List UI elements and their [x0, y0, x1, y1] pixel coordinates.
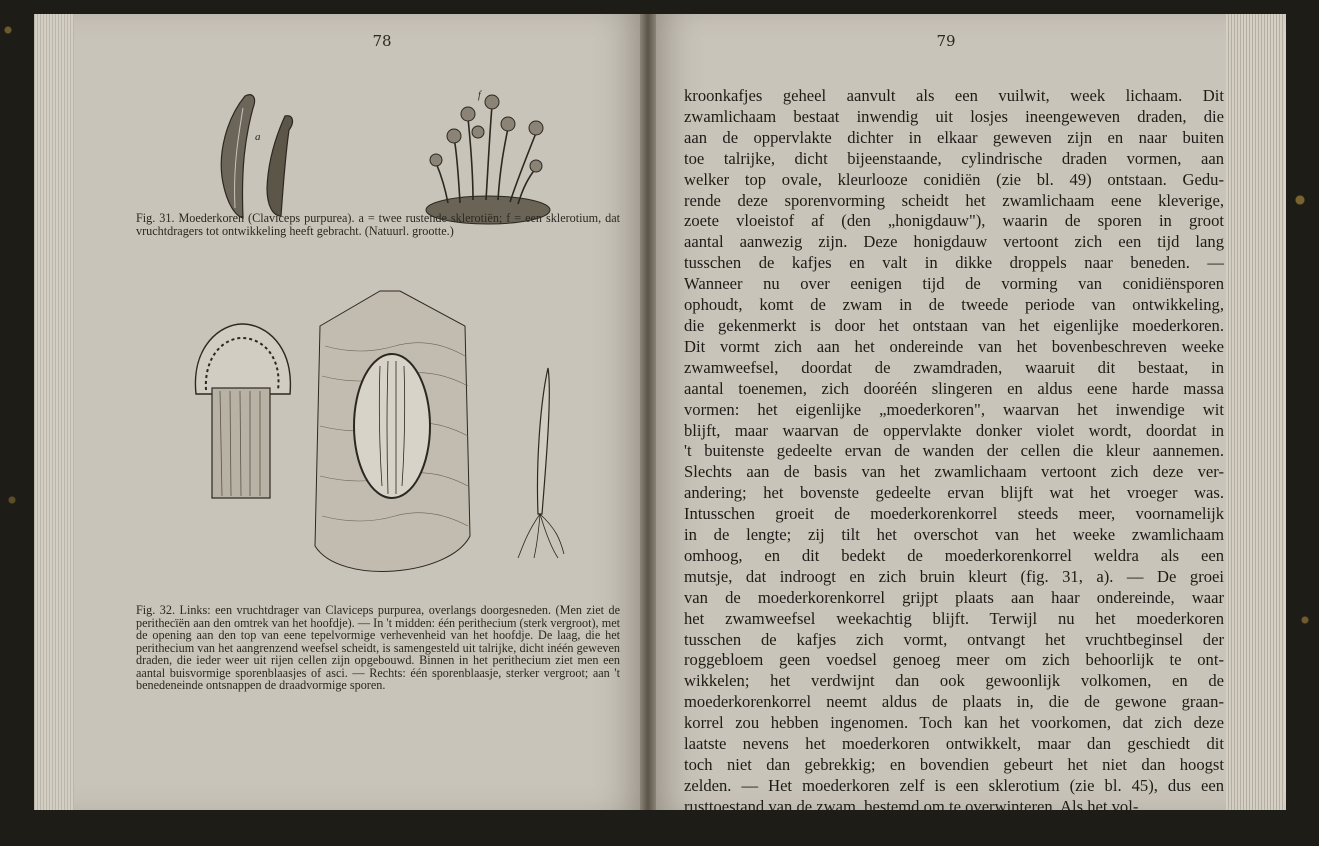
text-line: zoete vloeistof af (den „honigdauw"), waarin de sporen in groot: [684, 211, 1224, 231]
page-number-right: 79: [936, 32, 956, 50]
text-line: rende deze sporenvorming scheidt het zwamlichaam eene kleverige,: [684, 190, 1224, 210]
right-page-edges: [1226, 14, 1284, 810]
left-page-edges: [34, 14, 74, 810]
text-line: van de moederkorenkorrel grijpt plaats aan haar ondereinde, waar: [684, 587, 1224, 607]
figure-32-left-fruiting-head: [186, 316, 298, 506]
fig31-label-f: f: [478, 90, 481, 101]
text-line: Dit vormt zich aan het ondereinde van het bovenbeschreven weeke: [684, 336, 1224, 356]
text-line: korrel zou hebben ingenomen. Toch kan het voorkomen, dat zich deze: [684, 713, 1224, 733]
figure-32-right-ascus: [516, 364, 566, 560]
text-line: moederkorenkorrel neemt aldus de plaats in, die de gewone graan-: [684, 692, 1224, 712]
text-line: rusttoestand van de zwam, bestemd om te overwinteren. Als het vol-: [684, 796, 1139, 816]
text-line: in de lengte; zij tilt het overschot van het weeke zwamlichaam: [684, 525, 1224, 545]
figure-31-caption: Fig. 31. Moederkoren (Claviceps purpurea). a = twee rustende sklerotiën; f = een sklerotium, dat vruchtdragers tot ontwikkeling heeft gebracht. (Natuurl. grootte.): [136, 211, 620, 238]
text-line: toch niet dan gebrekkig; en bovendien gebeurt het niet dan hoogst: [684, 755, 1224, 774]
figure-31-fruiting-bodies: [418, 88, 558, 228]
text-line: zwamlichaam bestaat inwendig uit losjes ineengeweven draden, die: [684, 106, 1224, 126]
text-line: zwamweefsel, doordat de zwamdraden, waaruit dit bestaat, in: [684, 357, 1224, 377]
right-page-body-text: [684, 86, 1224, 818]
text-line: het zwamweefsel weekachtig blijft. Terwijl nu het moederkoren: [684, 608, 1224, 628]
text-line: wikkelen; het verdwijnt dan ook gewoonlijk volkomen, en de: [684, 671, 1224, 691]
text-line: laatste nevens het moederkoren ontwikkelt, maar dan geschiedt dit: [684, 734, 1224, 754]
page-number-left: 78: [372, 32, 392, 50]
text-line: mutsje, dat indroogt en zich bruin kleurt (fig. 31, a). — De groei: [684, 566, 1224, 586]
text-line: andering; het bovenste gedeelte ervan blijft wat het vroeger was.: [684, 483, 1224, 503]
fig31-label-a: a: [255, 131, 261, 143]
text-line: roggebloem geen voedsel genoeg meer om zich behoorlijk te ont-: [684, 650, 1224, 670]
book-gutter: [640, 14, 656, 810]
text-line: Intusschen groeit de moederkorenkorrel steeds meer, voornamelijk: [684, 504, 1224, 524]
figure-32-middle-perithecium: [300, 286, 480, 596]
text-line: Slechts aan de basis van het zwamlichaam vertoont zich deze ver-: [684, 462, 1224, 482]
text-line: die gekenmerkt is door het ontstaan van het eigenlijke moederkoren.: [684, 315, 1224, 335]
text-line: blijft, maar waarvan de oppervlakte donker violet wordt, doordat in: [684, 420, 1224, 440]
text-line: omhoog, en dit bedekt de moederkorenkorrel weldra als een: [684, 545, 1224, 565]
text-line: tusschen de kafjes zich vormt, ontvangt het vruchtbeginsel der: [684, 629, 1224, 649]
text-line: kroonkafjes geheel aanvult als een vuilwit, week lichaam. Dit: [684, 86, 1224, 105]
text-line: 't buitenste gedeelte ervan de wanden der cellen die kleur aannemen.: [684, 441, 1224, 461]
figure-31-sclerotia: [205, 88, 305, 228]
text-line: vormen: het eigenlijke „moederkoren", waarvan het inwendige wit: [684, 399, 1224, 419]
text-line: aan de oppervlakte dichter in elkaar geweven zijn en naar buiten: [684, 127, 1224, 147]
text-line: tusschen de kafjes en valt in dikke droppels naar beneden. —: [684, 253, 1224, 273]
text-line: ophoudt, komt de zwam in de tweede periode van ontwikkeling,: [684, 295, 1224, 315]
figure-32-caption: Fig. 32. Links: een vruchtdrager van Claviceps purpurea, overlangs doorgesneden. (Men ziet de perithecïën aan den omtrek van het hoofdje). — In 't midden: één perithecium (sterk vergroot), met de opening aan den top van eene tepelvormige verhevenheid van het hoofdje. De laag, die het perithecium van het aangrenzend weefsel scheidt, is samengesteld uit talrijke, dicht inéén geweven draden, die ieder weer uit rijen cellen zijn opgebouwd. Binnen in het perithecium ziet men een aantal buisvormige sporenblaasjes of asci. — Rechts: één sporenblaasje, sterker vergroot; aan 't benedeneinde ontsnappen de draadvormige sporen.: [136, 603, 620, 692]
text-line: zelden. — Het moederkoren zelf is een sklerotium (zie bl. 45), dus een: [684, 775, 1224, 795]
text-line: welker top ovale, kleurlooze conidiën (zie bl. 49) ontstaan. Gedu-: [684, 169, 1224, 189]
text-line: Wanneer nu over eenigen tijd de vorming van conidiënsporen: [684, 274, 1224, 294]
text-line: toe talrijke, dicht bijeenstaande, cylindrische draden vormen, aan: [684, 148, 1224, 168]
text-line: aantal toenemen, zich dooréén slingeren en aldus eene harde massa: [684, 378, 1224, 398]
text-line: aantal aanwezig zijn. Deze honigdauw vertoont zich een tijd lang: [684, 232, 1224, 252]
